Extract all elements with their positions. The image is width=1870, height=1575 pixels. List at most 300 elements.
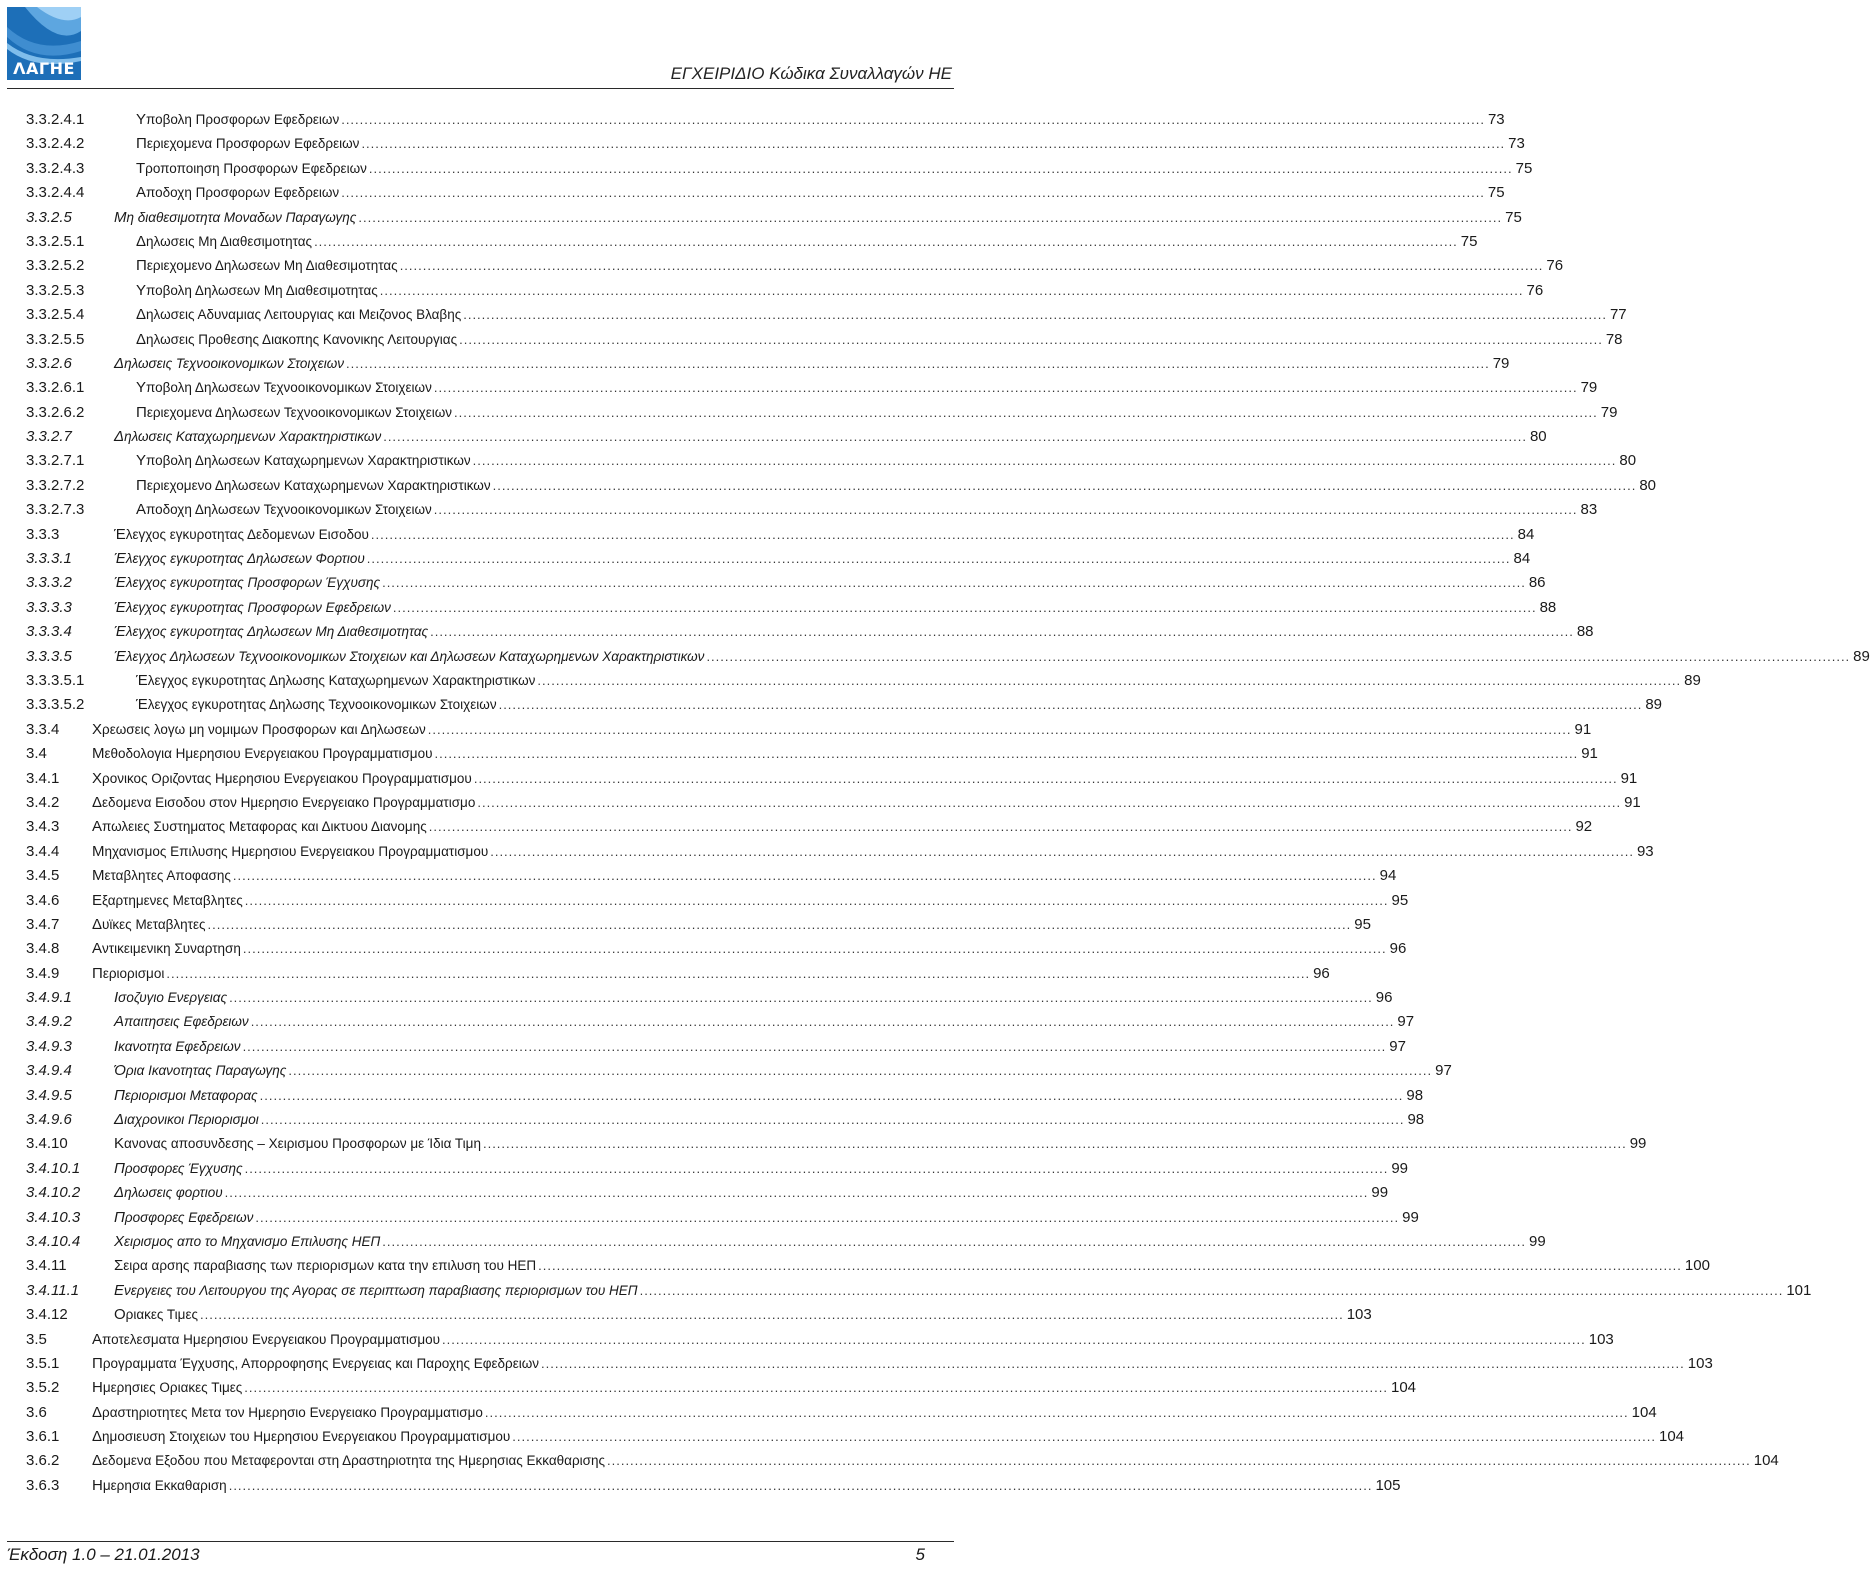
toc-entry-number: 3.6.2 — [26, 1452, 60, 1470]
toc-entry-page: 98 — [1407, 1111, 1425, 1129]
toc-entry[interactable] — [26, 1376, 1417, 1400]
toc-entry[interactable] — [26, 1084, 1424, 1108]
toc-dot-leader — [382, 1230, 1526, 1254]
toc-entry-page: 97 — [1389, 1037, 1406, 1055]
toc-dot-leader — [314, 230, 1458, 254]
toc-entry[interactable] — [26, 571, 1546, 595]
toc-entry[interactable] — [26, 840, 1654, 864]
toc-entry-line — [114, 1181, 1389, 1205]
toc-entry-title: Μη διαθεσιμοτητα Μοναδων Παραγωγης — [114, 208, 357, 226]
toc-entry-line — [136, 693, 1662, 717]
footer-divider — [7, 1541, 954, 1542]
toc-entry[interactable] — [26, 401, 1618, 425]
document-title: ΕΓΧΕΙΡΙΔΙΟ Κώδικα Συναλλαγών ΗΕ — [670, 64, 952, 83]
toc-entry[interactable] — [26, 791, 1641, 815]
toc-entry-title: Έλεγχος εγκυροτητας Δηλωσης Τεχνοοικονομικων Στοιχειων — [136, 696, 497, 714]
toc-entry-page: 76 — [1526, 281, 1544, 299]
toc-dot-leader — [393, 596, 1537, 620]
toc-entry[interactable] — [26, 1328, 1614, 1352]
table-of-contents — [26, 108, 1870, 1498]
toc-entry-title: Δεδομενα Εξοδου που Μεταφερονται στη Δραστηριοτητα της Ημερησιας Εκκαθαρισης — [92, 1452, 605, 1470]
toc-entry-title: Δηλωσεις Τεχνοοικονομικων Στοιχειων — [114, 354, 344, 372]
toc-entry-page: 99 — [1371, 1184, 1389, 1202]
toc-entry-page: 89 — [1684, 671, 1701, 689]
toc-entry-page: 92 — [1575, 818, 1593, 836]
toc-entry-line — [114, 1059, 1452, 1083]
toc-dot-leader — [208, 913, 1352, 937]
toc-entry[interactable] — [26, 913, 1371, 937]
toc-entry-line — [114, 1132, 1647, 1156]
toc-entry-page: 99 — [1391, 1159, 1408, 1177]
toc-dot-leader — [538, 1254, 1682, 1278]
toc-entry-page: 95 — [1391, 891, 1409, 909]
toc-entry-line — [114, 596, 1557, 620]
toc-entry[interactable] — [26, 1425, 1685, 1449]
toc-entry[interactable] — [26, 547, 1531, 571]
toc-entry-number: 3.4 — [26, 745, 47, 763]
toc-dot-leader — [369, 157, 1513, 181]
toc-entry[interactable] — [26, 1254, 1710, 1278]
toc-entry-title: Ενεργειες του Λειτουργου της Αγορας σε περιπτωση παραβιασης περιορισμων του ΗΕΠ — [114, 1281, 638, 1299]
toc-entry-title: Περιεχομενα Προσφορων Εφεδρειων — [136, 135, 360, 153]
toc-dot-leader — [346, 352, 1490, 376]
toc-entry-line — [114, 1010, 1415, 1034]
toc-entry-title: Δραστηριοτητες Μετα τον Ημερησιο Ενεργειακο Προγραμματισμο — [92, 1403, 483, 1421]
toc-entry-line — [114, 206, 1522, 230]
toc-entry-page: 77 — [1609, 306, 1627, 324]
toc-entry-title: Χειρισμος απο το Μηχανισμο Επιλυσης ΗΕΠ — [114, 1232, 381, 1250]
toc-entry-title: Σειρα αρσης παραβιασης των περιορισμων κατα την επιλυση του ΗΕΠ — [114, 1257, 537, 1275]
toc-entry-line — [114, 1108, 1425, 1132]
toc-dot-leader — [341, 108, 1485, 132]
toc-entry-number: 3.4.4 — [26, 842, 60, 860]
toc-dot-leader — [166, 962, 1310, 986]
toc-entry-page: 103 — [1588, 1330, 1614, 1348]
toc-entry[interactable] — [26, 1230, 1546, 1254]
toc-entry-title: Εξαρτημενες Μεταβλητες — [92, 891, 243, 909]
toc-entry-title: Έλεγχος εγκυροτητας Δεδομενων Εισοδου — [114, 525, 369, 543]
toc-entry-line — [114, 571, 1546, 595]
toc-entry-page: 89 — [1853, 647, 1870, 665]
toc-entry[interactable] — [26, 474, 1657, 498]
toc-dot-leader — [200, 1303, 1344, 1327]
toc-entry-number: 3.4.10 — [26, 1135, 68, 1153]
toc-entry-line — [114, 352, 1510, 376]
toc-entry-page: 73 — [1508, 135, 1525, 153]
toc-entry-line — [114, 523, 1535, 547]
toc-entry[interactable] — [26, 937, 1407, 961]
toc-entry-number: 3.3.2.7 — [26, 428, 72, 446]
toc-entry[interactable] — [26, 206, 1522, 230]
toc-entry-page: 104 — [1658, 1428, 1685, 1446]
toc-entry-title: Περιεχομενο Δηλωσεων Καταχωρημενων Χαρακτηριστικων — [136, 476, 491, 494]
toc-entry-line — [92, 767, 1638, 791]
toc-entry-line — [114, 1303, 1372, 1327]
toc-entry[interactable] — [26, 254, 1564, 278]
toc-dot-leader — [434, 376, 1578, 400]
toc-entry-number: 3.3.2.5 — [26, 208, 72, 226]
toc-entry-number: 3.3.2.5.5 — [26, 330, 85, 348]
toc-entry[interactable] — [26, 523, 1535, 547]
toc-dot-leader — [244, 1376, 1388, 1400]
toc-entry-line — [92, 1376, 1417, 1400]
toc-entry-number: 3.4.9.3 — [26, 1037, 72, 1055]
toc-entry-title: Κανονας αποσυνδεσης – Χειρισμου Προσφορων με Ίδια Τιμη — [114, 1135, 481, 1153]
toc-entry[interactable] — [26, 645, 1870, 669]
toc-entry-number: 3.4.7 — [26, 915, 60, 933]
toc-entry-line — [92, 1401, 1657, 1425]
toc-entry-title: Ημερησιες Οριακες Τιμες — [92, 1379, 243, 1397]
toc-dot-leader — [382, 571, 1526, 595]
toc-entry-line — [114, 1279, 1812, 1303]
toc-entry[interactable] — [26, 449, 1637, 473]
toc-dot-leader — [233, 864, 1377, 888]
toc-entry[interactable] — [26, 815, 1593, 839]
toc-entry-number: 3.6.1 — [26, 1428, 60, 1446]
toc-entry[interactable] — [26, 889, 1409, 913]
toc-entry-title: Έλεγχος εγκυροτητας Δηλωσης Καταχωρημενων Χαρακτηριστικων — [136, 671, 536, 689]
toc-entry-number: 3.4.11.1 — [26, 1281, 80, 1299]
toc-dot-leader — [261, 1108, 1405, 1132]
toc-entry-page: 99 — [1402, 1208, 1419, 1226]
toc-entry[interactable] — [26, 718, 1592, 742]
toc-entry-number: 3.4.2 — [26, 793, 60, 811]
toc-entry-title: Δηλωσεις Καταχωρημενων Χαρακτηριστικων — [114, 428, 382, 446]
toc-entry-line — [92, 840, 1654, 864]
toc-dot-leader — [459, 328, 1603, 352]
toc-entry-line — [92, 791, 1641, 815]
toc-entry-title: Υποβολη Δηλωσεων Καταχωρημενων Χαρακτηριστικων — [136, 452, 471, 470]
toc-entry-page: 79 — [1580, 379, 1598, 397]
toc-entry-page: 104 — [1631, 1403, 1657, 1421]
toc-entry-line — [92, 1352, 1713, 1376]
toc-entry[interactable] — [26, 767, 1638, 791]
toc-entry-number: 3.3.3.4 — [26, 623, 72, 641]
toc-entry-title: Υποβολη Προσφορων Εφεδρειων — [136, 111, 340, 128]
toc-entry[interactable] — [26, 498, 1598, 522]
toc-entry-number: 3.3.4 — [26, 720, 60, 738]
toc-entry-page: 94 — [1379, 867, 1397, 885]
toc-entry-line — [92, 742, 1598, 766]
toc-entry-line — [136, 328, 1623, 352]
toc-dot-leader — [428, 718, 1572, 742]
toc-entry-number: 3.3.3.3 — [26, 598, 72, 616]
toc-entry-page: 78 — [1605, 330, 1623, 348]
toc-dot-leader — [400, 254, 1544, 278]
toc-entry-title: Αποδοχη Δηλωσεων Τεχνοοικονομικων Στοιχειων — [136, 501, 432, 519]
toc-entry[interactable] — [26, 1059, 1452, 1083]
toc-entry-page: 91 — [1581, 745, 1598, 763]
toc-entry-page: 75 — [1515, 159, 1533, 177]
toc-entry-title: Προγραμματα Έγχυσης, Απορροφησης Ενεργειας και Παροχης Εφεδρειων — [92, 1354, 540, 1372]
toc-entry-number: 3.5 — [26, 1330, 47, 1348]
toc-entry-number: 3.3.2.5.1 — [26, 232, 85, 250]
toc-entry-number: 3.4.11 — [26, 1257, 67, 1275]
toc-entry-number: 3.4.9.4 — [26, 1062, 72, 1080]
toc-entry-page: 75 — [1487, 184, 1505, 202]
toc-entry-line — [114, 620, 1594, 644]
toc-entry-title: Περιεχομενα Δηλωσεων Τεχνοοικονομικων Στοιχειων — [136, 403, 453, 421]
logo-text: ΛΑΓΗΕ — [13, 59, 75, 78]
toc-entry-page: 84 — [1517, 525, 1535, 543]
toc-entry-title: Μεταβλητες Αποφασης — [92, 867, 231, 885]
toc-entry-number: 3.4.5 — [26, 867, 60, 885]
toc-entry-page: 93 — [1636, 842, 1654, 860]
toc-entry[interactable] — [26, 742, 1598, 766]
toc-dot-leader — [490, 840, 1634, 864]
toc-entry-page: 84 — [1513, 550, 1531, 568]
toc-entry[interactable] — [26, 1352, 1713, 1376]
toc-entry-number: 3.3.2.5.3 — [26, 281, 85, 299]
toc-entry-title: Μηχανισμος Επιλυσης Ημερησιου Ενεργειακου Προγραμματισμου — [92, 842, 489, 860]
toc-dot-leader — [245, 1157, 1389, 1181]
toc-entry-page: 88 — [1539, 598, 1557, 616]
toc-entry[interactable] — [26, 181, 1505, 205]
toc-entry-page: 104 — [1390, 1379, 1417, 1397]
toc-entry-title: Δηλωσεις φορτιου — [114, 1184, 223, 1202]
toc-entry-title: Όρια Ικανοτητας Παραγωγης — [114, 1062, 287, 1080]
toc-entry[interactable] — [26, 230, 1478, 254]
toc-entry[interactable] — [26, 864, 1397, 888]
toc-entry[interactable] — [26, 108, 1505, 132]
toc-entry-page: 105 — [1375, 1476, 1401, 1494]
toc-entry-title: Έλεγχος εγκυροτητας Προσφορων Εφεδρειων — [114, 598, 391, 616]
toc-entry-number: 3.3.3.5 — [26, 647, 72, 665]
toc-entry-number: 3.3.3 — [26, 525, 60, 543]
toc-dot-leader — [358, 206, 1502, 230]
page-number: 5 — [915, 1545, 925, 1564]
toc-dot-leader — [483, 1132, 1627, 1156]
toc-entry-title: Περιορισμοι Μεταφορας — [114, 1086, 258, 1104]
toc-entry-title: Δυϊκες Μεταβλητες — [92, 915, 206, 933]
toc-entry[interactable] — [26, 1206, 1419, 1230]
toc-entry-page: 79 — [1600, 403, 1618, 421]
toc-entry-title: Υποβολη Δηλωσεων Μη Διαθεσιμοτητας — [136, 281, 378, 299]
toc-entry-line — [136, 474, 1657, 498]
toc-entry-number: 3.6.3 — [26, 1476, 60, 1494]
toc-entry-line — [136, 498, 1598, 522]
toc-entry-page: 83 — [1580, 501, 1598, 519]
toc-entry-number: 3.4.10.4 — [26, 1232, 81, 1250]
toc-entry-title: Υποβολη Δηλωσεων Τεχνοοικονομικων Στοιχειων — [136, 379, 432, 397]
toc-entry-title: Χρεωσεις λογω μη νομιμων Προσφορων και Δηλωσεων — [92, 720, 426, 738]
toc-entry-title: Δεδομενα Εισοδου στον Ημερησιο Ενεργειακο Προγραμματισμο — [92, 793, 476, 811]
toc-entry-title: Προσφορες Έγχυσης — [114, 1159, 243, 1177]
toc-entry-title: Έλεγχος εγκυροτητας Δηλωσεων Φορτιου — [114, 550, 365, 568]
toc-entry-number: 3.4.12 — [26, 1306, 68, 1324]
header-divider — [7, 88, 954, 89]
logo — [7, 7, 81, 80]
toc-dot-leader — [512, 1425, 1656, 1449]
toc-dot-leader — [383, 425, 1527, 449]
toc-entry[interactable] — [26, 596, 1557, 620]
toc-entry-line — [114, 547, 1531, 571]
toc-entry-title: Έλεγχος εγκυροτητας Δηλωσεων Μη Διαθεσιμοτητας — [114, 623, 429, 641]
toc-entry-number: 3.4.10.3 — [26, 1208, 81, 1226]
toc-dot-leader — [537, 669, 1681, 693]
toc-entry-page: 86 — [1528, 574, 1546, 592]
toc-entry-number: 3.5.1 — [26, 1354, 60, 1372]
toc-entry-number: 3.3.2.6.2 — [26, 403, 85, 421]
toc-entry-page: 97 — [1397, 1013, 1415, 1031]
toc-dot-leader — [380, 279, 1524, 303]
toc-entry-number: 3.5.2 — [26, 1379, 60, 1397]
toc-entry-page: 73 — [1487, 111, 1505, 128]
toc-entry-page: 80 — [1529, 428, 1547, 446]
toc-dot-leader — [371, 523, 1515, 547]
toc-entry-title: Απαιτησεις Εφεδρειων — [114, 1013, 249, 1031]
toc-entry[interactable] — [26, 425, 1547, 449]
toc-entry[interactable] — [26, 1035, 1406, 1059]
toc-entry-page: 96 — [1389, 940, 1407, 958]
toc-dot-leader — [640, 1279, 1784, 1303]
toc-entry[interactable] — [26, 376, 1598, 400]
toc-entry[interactable] — [26, 986, 1393, 1010]
toc-entry-line — [92, 1449, 1779, 1473]
toc-dot-leader — [463, 303, 1607, 327]
toc-entry-page: 88 — [1576, 623, 1594, 641]
toc-dot-leader — [499, 693, 1643, 717]
toc-dot-leader — [429, 815, 1573, 839]
toc-entry-title: Περιεχομενο Δηλωσεων Μη Διαθεσιμοτητας — [136, 257, 398, 275]
toc-entry-title: Έλεγχος Δηλωσεων Τεχνοοικονομικων Στοιχειων και Δηλωσεων Καταχωρημενων Χαρακτηριστικων — [114, 647, 705, 665]
toc-dot-leader — [434, 742, 1578, 766]
toc-entry-line — [92, 962, 1330, 986]
toc-dot-leader — [541, 1352, 1685, 1376]
toc-entry[interactable] — [26, 328, 1623, 352]
toc-entry[interactable] — [26, 693, 1662, 717]
toc-entry[interactable] — [26, 1303, 1372, 1327]
toc-entry[interactable] — [26, 1279, 1812, 1303]
toc-entry-page: 79 — [1492, 354, 1510, 372]
toc-entry[interactable] — [26, 303, 1627, 327]
toc-entry-line — [114, 1157, 1408, 1181]
toc-entry-number: 3.3.2.5.4 — [26, 306, 85, 324]
toc-entry-line — [114, 1230, 1546, 1254]
toc-entry[interactable] — [26, 620, 1594, 644]
toc-entry-line — [114, 1084, 1424, 1108]
toc-entry[interactable] — [26, 1449, 1779, 1473]
toc-dot-leader — [361, 132, 1505, 156]
toc-dot-leader — [485, 1401, 1629, 1425]
toc-entry-number: 3.4.8 — [26, 940, 60, 958]
toc-entry-number: 3.3.2.6.1 — [26, 379, 85, 397]
toc-entry-title: Χρονικος Οριζοντας Ημερησιου Ενεργειακου Προγραμματισμου — [92, 769, 472, 787]
toc-entry-line — [136, 254, 1564, 278]
toc-entry-title: Μεθοδολογια Ημερησιου Ενεργειακου Προγραμματισμου — [92, 745, 433, 763]
toc-entry-page: 103 — [1687, 1354, 1713, 1372]
toc-dot-leader — [434, 498, 1578, 522]
toc-entry[interactable] — [26, 279, 1544, 303]
toc-entry[interactable] — [26, 132, 1525, 156]
toc-dot-leader — [225, 1181, 1369, 1205]
toc-entry-page: 98 — [1406, 1086, 1424, 1104]
toc-entry-page: 97 — [1435, 1062, 1452, 1080]
toc-entry[interactable] — [26, 1474, 1401, 1498]
toc-entry-line — [136, 303, 1627, 327]
toc-entry-line — [136, 157, 1533, 181]
toc-dot-leader — [430, 620, 1574, 644]
toc-entry-line — [114, 1254, 1710, 1278]
toc-entry-page: 91 — [1620, 769, 1638, 787]
toc-entry[interactable] — [26, 1108, 1425, 1132]
toc-dot-leader — [245, 889, 1389, 913]
toc-entry-line — [114, 425, 1547, 449]
toc-dot-leader — [251, 1010, 1395, 1034]
toc-entry-line — [114, 1206, 1419, 1230]
toc-entry-title: Αντικειμενικη Συναρτηση — [92, 940, 241, 958]
toc-entry-line — [114, 986, 1393, 1010]
toc-dot-leader — [477, 791, 1621, 815]
toc-entry[interactable] — [26, 352, 1510, 376]
toc-entry-number: 3.4.3 — [26, 818, 60, 836]
toc-entry-line — [92, 718, 1592, 742]
toc-entry-number: 3.6 — [26, 1403, 47, 1421]
toc-entry-page: 96 — [1375, 989, 1393, 1007]
toc-entry[interactable] — [26, 962, 1330, 986]
toc-entry-number: 3.3.2.4.2 — [26, 135, 85, 153]
toc-entry[interactable] — [26, 1132, 1647, 1156]
toc-entry-number: 3.4.10.2 — [26, 1184, 81, 1202]
toc-entry-line — [92, 1474, 1401, 1498]
toc-entry-number: 3.4.9.6 — [26, 1111, 72, 1129]
toc-entry-number: 3.4.9 — [26, 964, 60, 982]
toc-dot-leader — [255, 1206, 1399, 1230]
toc-entry-line — [92, 889, 1409, 913]
toc-entry-line — [136, 279, 1544, 303]
toc-entry-title: Περιορισμοι — [92, 964, 165, 982]
toc-dot-leader — [229, 986, 1373, 1010]
toc-entry-page: 101 — [1786, 1281, 1812, 1299]
toc-entry[interactable] — [26, 1181, 1389, 1205]
toc-entry-line — [136, 230, 1478, 254]
toc-entry-number: 3.4.9.1 — [26, 989, 72, 1007]
toc-entry-number: 3.4.1 — [26, 769, 60, 787]
toc-entry-title: Δηλωσεις Αδυναμιας Λειτουργιας και Μειζονος Βλαβης — [136, 306, 462, 324]
toc-entry-number: 3.3.2.4.1 — [26, 111, 85, 128]
toc-entry-number: 3.3.3.5.2 — [26, 696, 85, 714]
edition-info: Έκδοση 1.0 – 21.01.2013 — [7, 1545, 200, 1564]
toc-entry-title: Ημερησια Εκκαθαριση — [92, 1476, 227, 1494]
toc-entry-page: 99 — [1529, 1232, 1546, 1250]
toc-entry-line — [114, 645, 1870, 669]
toc-dot-leader — [473, 449, 1617, 473]
toc-entry-page: 75 — [1460, 232, 1478, 250]
toc-entry-title: Τροποποιηση Προσφορων Εφεδρειων — [136, 159, 367, 177]
toc-dot-leader — [474, 767, 1618, 791]
toc-entry-line — [92, 815, 1593, 839]
toc-entry-page: 99 — [1629, 1135, 1647, 1153]
toc-entry-title: Απωλειες Συστηματος Μεταφορας και Δικτυου Διανομης — [92, 818, 427, 836]
toc-entry-title: Ικανοτητα Εφεδρειων — [114, 1037, 241, 1055]
toc-dot-leader — [260, 1084, 1404, 1108]
toc-entry-title: Αποτελεσματα Ημερησιου Ενεργειακου Προγραμματισμου — [92, 1330, 441, 1348]
toc-entry-line — [92, 937, 1407, 961]
toc-entry[interactable] — [26, 669, 1701, 693]
toc-entry-title: Οριακες Τιμες — [114, 1306, 198, 1324]
toc-entry[interactable] — [26, 157, 1533, 181]
toc-entry-page: 76 — [1546, 257, 1564, 275]
toc-entry[interactable] — [26, 1157, 1408, 1181]
toc-dot-leader — [493, 474, 1637, 498]
toc-entry-number: 3.3.3.2 — [26, 574, 72, 592]
toc-entry-line — [136, 449, 1637, 473]
toc-entry[interactable] — [26, 1401, 1657, 1425]
toc-entry[interactable] — [26, 1010, 1415, 1034]
toc-entry-page: 75 — [1505, 208, 1522, 226]
toc-entry-number: 3.4.6 — [26, 891, 60, 909]
toc-entry-number: 3.3.2.7.2 — [26, 476, 85, 494]
